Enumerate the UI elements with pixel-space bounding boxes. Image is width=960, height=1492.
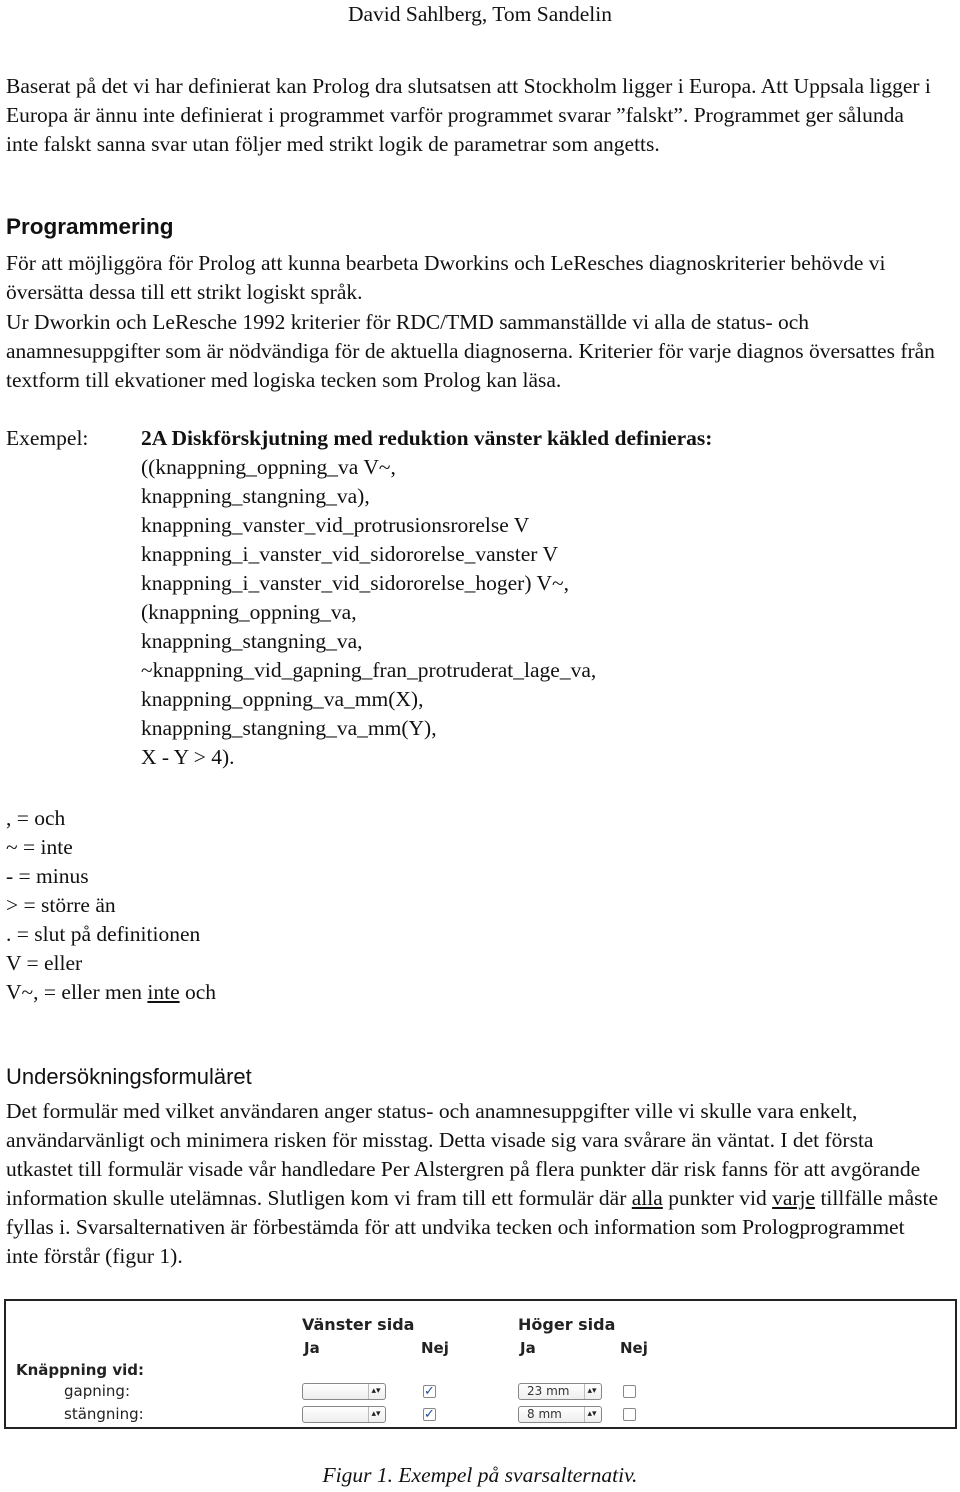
code-line: knappning_oppning_va_mm(X),	[141, 687, 424, 711]
right-nej-checkbox-stangning[interactable]	[623, 1408, 636, 1421]
programmering-paragraph-2: Ur Dworkin och LeResche 1992 kriterier för RDC/TMD sammanställde vi alla de status- och anamnesuppgifter som är nödvändiga för de aktuella diagnoserna. Kriterier för varje diagnos översattes från textform till ekvationer med logiska tecken som Prolog kan läsa.	[6, 310, 935, 392]
right-ja-header: Ja	[520, 1339, 536, 1357]
programmering-paragraph-1: För att möjliggöra för Prolog att kunna bearbeta Dworkins och LeResches diagnoskriterier behövde vi översätta dessa till ett strikt logiskt språk.	[6, 251, 886, 304]
legend-line: V = eller	[6, 951, 83, 975]
select-value: 8 mm	[527, 1407, 562, 1421]
left-ja-header: Ja	[304, 1339, 320, 1357]
heading-undersokningsformularet: Undersökningsformuläret	[6, 1064, 252, 1089]
code-line: ((knappning_oppning_va V~,	[141, 455, 396, 479]
code-line: knappning_stangning_va_mm(Y),	[141, 716, 437, 740]
code-line: knappning_stangning_va),	[141, 484, 370, 508]
updown-arrows-icon: ▴▾	[368, 1384, 383, 1399]
formular-text-3: tillfälle måste fyllas i. Svarsalternativen är förbestämda för att undvika tecken och information som Prologprogrammet inte förstår (figur 1).	[6, 1186, 939, 1268]
example-code-block	[141, 424, 941, 772]
checkmark-icon: ✓	[424, 1384, 435, 1399]
left-ja-select-gapning[interactable]	[302, 1383, 386, 1400]
legend-line: . = slut på definitionen	[6, 922, 201, 946]
code-line: (knappning_oppning_va,	[141, 600, 357, 624]
code-line: knappning_stangning_va,	[141, 629, 363, 653]
left-side-header: Vänster sida	[302, 1315, 415, 1334]
formular-paragraph	[6, 1097, 941, 1271]
legend-last-underlined: inte	[147, 980, 180, 1004]
heading-programmering: Programmering	[6, 214, 174, 239]
knappning-group-label: Knäppning vid:	[16, 1361, 145, 1379]
right-side-header: Höger sida	[518, 1315, 616, 1334]
figure-caption: Figur 1. Exempel på svarsalternativ.	[322, 1463, 638, 1487]
right-ja-select-gapning[interactable]	[518, 1383, 602, 1400]
legend-line: - = minus	[6, 864, 89, 888]
left-nej-header: Nej	[421, 1339, 449, 1357]
operator-legend	[6, 804, 216, 1007]
updown-arrows-icon: ▴▾	[584, 1384, 599, 1399]
formular-underlined-alla: alla	[631, 1186, 663, 1210]
example-label: Exempel:	[6, 426, 89, 450]
left-nej-checkbox-stangning[interactable]	[423, 1408, 436, 1421]
legend-line: > = större än	[6, 893, 116, 917]
code-line: knappning_i_vanster_vid_sidororelse_hoger) V~,	[141, 571, 570, 595]
legend-line-last	[6, 978, 216, 1007]
legend-line: ~ = inte	[6, 835, 73, 859]
updown-arrows-icon: ▴▾	[584, 1407, 599, 1422]
example-title: 2A Diskförskjutning med reduktion vänster käkled definieras:	[141, 426, 713, 450]
left-ja-select-stangning[interactable]	[302, 1406, 386, 1423]
intro-paragraph: Baserat på det vi har definierat kan Prolog dra slutsatsen att Stockholm ligger i Europa. Att Uppsala ligger i Europa är ännu inte definierat i programmet varför programmet svarar ”falskt”. Programmet ger sålunda inte falskt sanna svar utan följer med strikt logik de parametrar som angetts.	[6, 74, 931, 156]
updown-arrows-icon: ▴▾	[368, 1407, 383, 1422]
figure-form-screenshot	[4, 1299, 957, 1429]
formular-text-1: Det formulär med vilket användaren anger status- och anamnesuppgifter ville vi skulle vara enkelt, användarvänligt och minimera risken för misstag. Detta visade sig vara svårare än väntat. I det första utkastet till formulär visade vår handledare Per Alstergren på flera punkter där risk fanns för att avgörande information skulle utelämnas. Slutligen kom vi fram till ett formulär där	[6, 1099, 921, 1210]
code-line: ~knappning_vid_gapning_fran_protruderat_lage_va,	[141, 658, 597, 682]
legend-last-suffix: och	[179, 980, 217, 1004]
legend-line: , = och	[6, 806, 66, 830]
code-line: knappning_vanster_vid_protrusionsrorelse V	[141, 513, 530, 537]
legend-last-prefix: V~, = eller men	[6, 980, 148, 1004]
checkmark-icon: ✓	[424, 1407, 435, 1422]
right-nej-checkbox-gapning[interactable]	[623, 1385, 636, 1398]
formular-text-2: punkter vid	[662, 1186, 773, 1210]
page-header-authors: David Sahlberg, Tom Sandelin	[347, 2, 613, 26]
select-value: 23 mm	[527, 1384, 570, 1398]
formular-underlined-varje: varje	[772, 1186, 816, 1210]
right-ja-select-stangning[interactable]	[518, 1406, 602, 1423]
left-nej-checkbox-gapning[interactable]	[423, 1385, 436, 1398]
right-nej-header: Nej	[620, 1339, 648, 1357]
row-label-stangning: stängning:	[64, 1405, 144, 1423]
row-label-gapning: gapning:	[64, 1382, 130, 1400]
code-line: knappning_i_vanster_vid_sidororelse_vanster V	[141, 542, 558, 566]
code-line: X - Y > 4).	[141, 745, 235, 769]
